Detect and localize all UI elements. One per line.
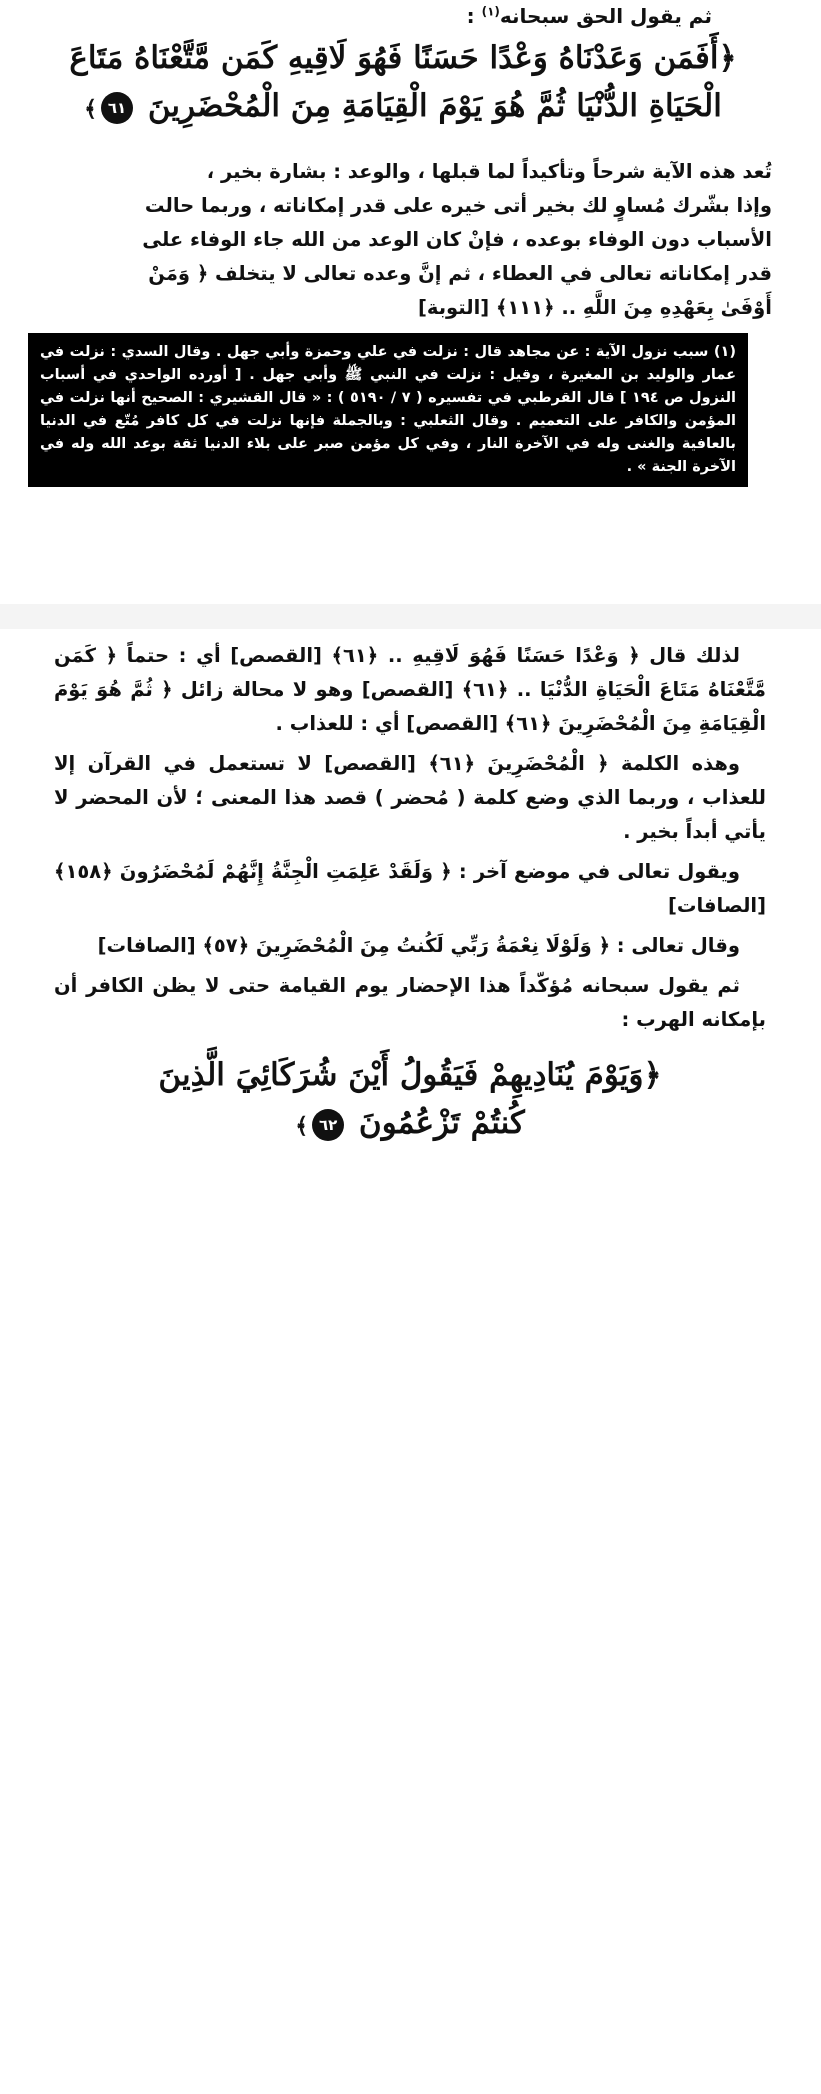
verse-line-2 xyxy=(34,82,772,133)
footnote-marker: (١) xyxy=(481,4,500,19)
intro-line xyxy=(34,0,712,28)
verse-line-2 xyxy=(54,1099,766,1150)
commentary-line: قدر إمكاناته تعالى في العطاء ، ثم إنَّ وعده تعالى لا يتخلف ﴿ وَمَنْ xyxy=(148,262,772,285)
commentary-line: تُعد هذه الآية شرحاً وتأكيداً لما قبلها ، والوعد : بشارة بخير ، xyxy=(206,160,772,183)
commentary-line: أَوْفَىٰ بِعَهْدِهِ مِنَ اللَّهِ .. ﴿١١١﴾ [التوبة] xyxy=(418,296,772,319)
verse-close-ornament: ﴾ xyxy=(84,96,98,122)
ayah-number-badge: ٦٢ xyxy=(312,1109,344,1141)
page-top xyxy=(14,0,802,604)
quran-verse-62 xyxy=(54,1051,766,1150)
verse-line-2-text: كُنتُمْ تَزْعُمُونَ xyxy=(358,1105,525,1141)
ayah-number-badge: ٦١ xyxy=(101,92,133,124)
footnote-box: (١) سبب نزول الآية : عن مجاهد قال : نزلت في علي وحمزة وأبي جهل . وقال السدي : نزلت في عمار والوليد بن المغيرة ، وقيل : نزلت في النبي ﷺ وأبي جهل . [ أورده الواحدي في أسباب النزول ص ١٩٤ ] قال القرطبي في تفسيره ( ٧ / ٥١٩٠ ) : « قال القشيري : الصحيح أنها نزلت في المؤمن والكافر على التعميم . وقال الثعلبي : وبالجملة فإنها نزلت في كل كافر مُتّع في الدنيا بالعافية والغنى وله في الآخرة النار ، وفي كل مؤمن صبر على بلاء الدنيا ثقة بوعد الله وله في الآخرة الجنة » . xyxy=(28,333,748,487)
verse-line-2-text: الْحَيَاةِ الدُّنْيَا ثُمَّ هُوَ يَوْمَ الْقِيَامَةِ مِنَ الْمُحْضَرِينَ xyxy=(147,88,722,124)
paragraph-4: وقال تعالى : ﴿ وَلَوْلَا نِعْمَةُ رَبِّي لَكُنتُ مِنَ الْمُحْضَرِينَ ﴿٥٧﴾ [الصافات] xyxy=(97,934,740,957)
paragraph-2: وهذه الكلمة ﴿ الْمُحْضَرِينَ ﴿٦١﴾ [القصص] لا تستعمل في القرآن إلا للعذاب ، وربما الذي وضع كلمة ( مُحضر ) قصد هذا المعنى ؛ لأن المحضر لا يأتي أبداً بخير . xyxy=(54,752,766,843)
commentary-paragraph xyxy=(34,155,772,325)
paragraph-1: لذلك قال ﴿ وَعْدًا حَسَنًا فَهُوَ لَاقِيهِ .. ﴿٦١﴾ [القصص] أي : حتماً ﴿ كَمَن مَّتَّعْنَاهُ مَتَاعَ الْحَيَاةِ الدُّنْيَا .. ﴿٦١﴾ [القصص] وهو لا محالة زائل ﴿ ثُمَّ هُوَ يَوْمَ الْقِيَامَةِ مِنَ الْمُحْضَرِينَ ﴿٦١﴾ [القصص] أي : للعذاب . xyxy=(54,644,766,735)
quran-verse-61 xyxy=(34,34,772,133)
intro-text: ثم يقول الحق سبحانه xyxy=(499,4,712,28)
commentary-line: الأسباب دون الوفاء بوعده ، فإنْ كان الوعد من الله جاء الوفاء على xyxy=(142,228,772,251)
paragraph-3: ويقول تعالى في موضع آخر : ﴿ وَلَقَدْ عَلِمَتِ الْجِنَّةُ إِنَّهُمْ لَمُحْضَرُونَ ﴿١٥٨﴾ [الصافات] xyxy=(54,860,766,917)
intro-colon: : xyxy=(466,4,475,28)
commentary-block xyxy=(54,629,766,1037)
paragraph-5: ثم يقول سبحانه مُؤكّداً هذا الإحضار يوم القيامة حتى لا يظن الكافر أن بإمكانه الهرب : xyxy=(54,974,766,1031)
verse-line-1: ﴿وَيَوْمَ يُنَادِيهِمْ فَيَقُولُ أَيْنَ شُرَكَائِيَ الَّذِينَ xyxy=(158,1057,662,1093)
verse-line-1: ﴿أَفَمَن وَعَدْنَاهُ وَعْدًا حَسَنًا فَهُوَ لَاقِيهِ كَمَن مَّتَّعْنَاهُ مَتَاعَ xyxy=(69,40,737,76)
page-bottom xyxy=(14,629,802,1237)
verse-close-ornament: ﴾ xyxy=(295,1113,309,1139)
page-separator xyxy=(0,604,821,629)
commentary-line: وإذا بشّرك مُساوٍ لك بخير أتى خيره على قدر إمكاناته ، وربما حالت xyxy=(144,194,772,217)
